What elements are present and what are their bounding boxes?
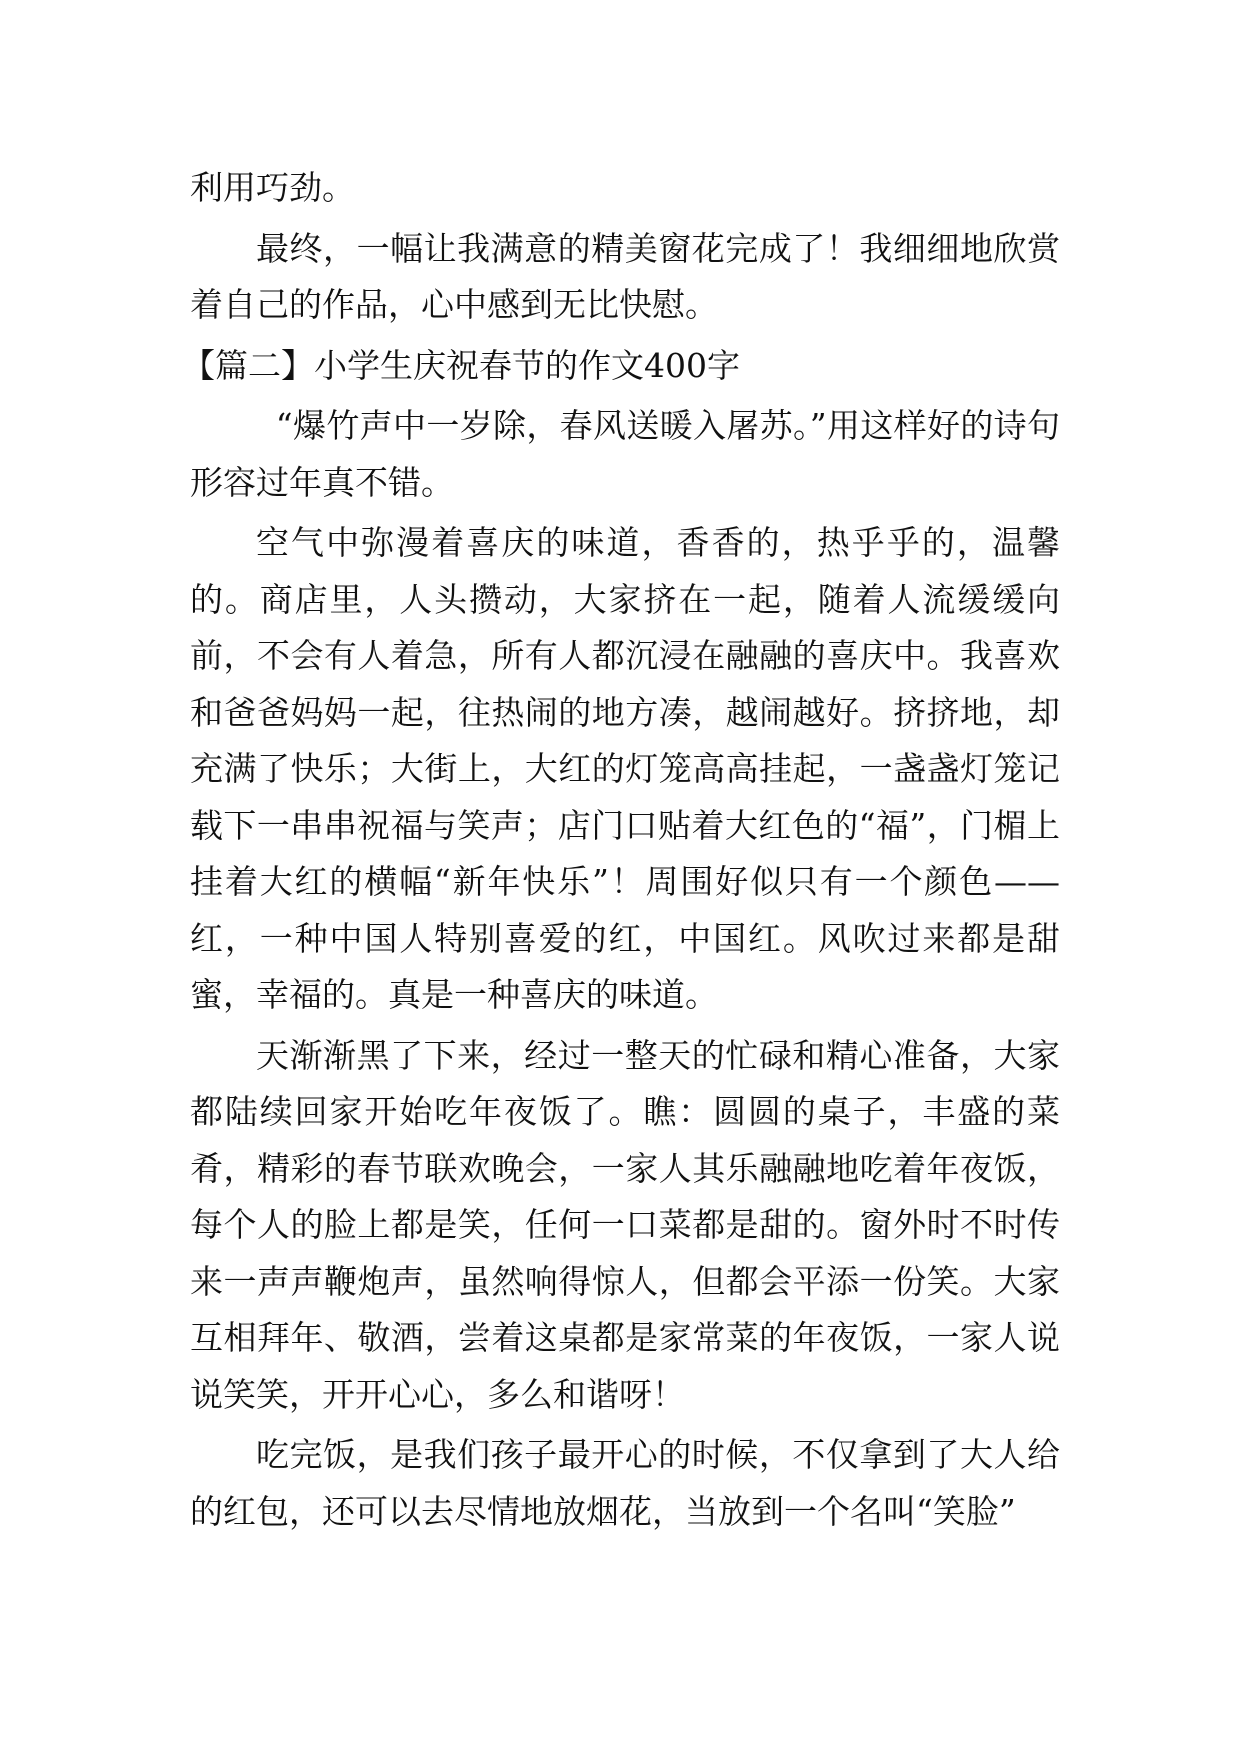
continuation-paragraph: 利用巧劲。: [190, 168, 355, 207]
after-dinner-paragraph: 吃完饭，是我们孩子最开心的时候，不仅拿到了大人给的红包，还可以去尽情地放烟花，当放到一个名叫“笑脸”: [190, 1435, 1060, 1531]
air-paragraph: 空气中弥漫着喜庆的味道，香香的，热乎乎的，温馨的。商店里，人头攒动，大家挤在一起，随着人流缓缓向前，不会有人着急，所有人都沉浸在融融的喜庆中。我喜欢和爸爸妈妈一起，往热闹的地方凑，越闹越好。挤挤地，却充满了快乐；大街上，大红的灯笼高高挂起，一盏盏灯笼记载下一串串祝福与笑声；店门口贴着大红色的“福”，门楣上挂着大红的横幅“新年快乐”！周围好似只有一个颜色——红，一种中国人特别喜爱的红，中国红。风吹过来都是甜蜜，幸福的。真是一种喜庆的味道。: [190, 523, 1060, 1014]
night-paragraph: 天渐渐黑了下来，经过一整天的忙碌和精心准备，大家都陆续回家开始吃年夜饭了。瞧：圆圆的桌子，丰盛的菜肴，精彩的春节联欢晚会，一家人其乐融融地吃着年夜饭，每个人的脸上都是笑，任何一口菜都是甜的。窗外时不时传来一声声鞭炮声，虽然响得惊人，但都会平添一份笑。大家互相拜年、敬酒，尝着这桌都是家常菜的年夜饭，一家人说说笑笑，开开心心，多么和谐呀！: [190, 1035, 1060, 1414]
quote-paragraph: “爆竹声中一岁除，春风送暖入屠苏。”用这样好的诗句形容过年真不错。: [190, 406, 1060, 502]
document-page: [182, 160, 1060, 1544]
finish-paragraph: 最终，一幅让我满意的精美窗花完成了！我细细地欣赏着自己的作品，心中感到无比快慰。: [190, 228, 1060, 324]
section-heading: 【篇二】小学生庆祝春节的作文400字: [182, 345, 740, 385]
